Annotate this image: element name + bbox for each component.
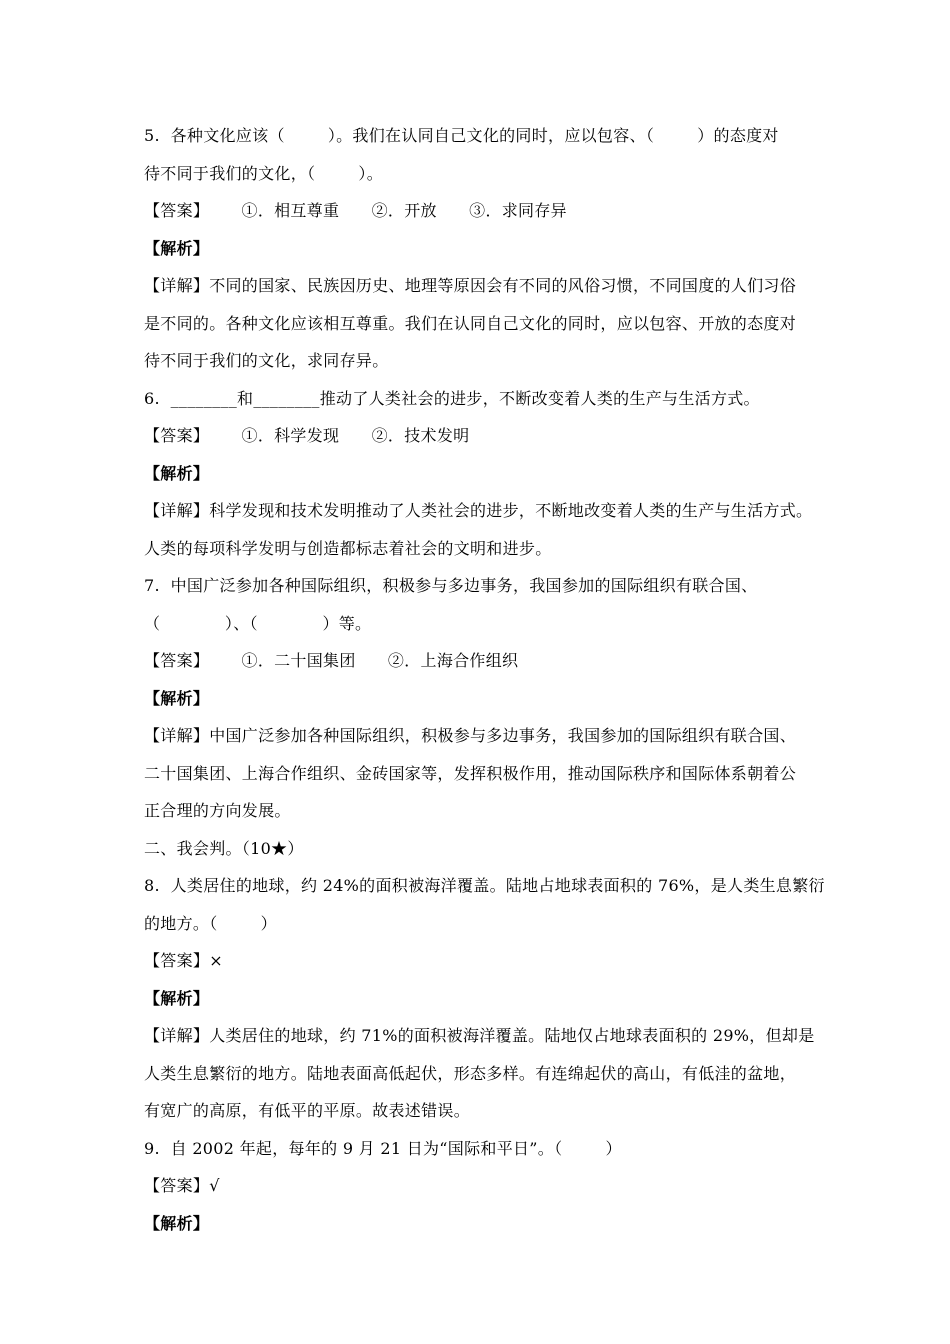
detail-line: 待不同于我们的文化，求同存异。	[144, 351, 389, 370]
detail-line: 人类的每项科学发明与创造都标志着社会的文明和进步。	[144, 538, 552, 558]
analysis-heading: 【解析】	[144, 988, 210, 1008]
detail-line: 人类生息繁衍的地方。陆地表面高低起伏，形态多样。有连绵起伏的高山，有低洼的盆地，	[144, 1063, 797, 1083]
answer-line: 【答案】 ①．相互尊重 ②．开放 ③．求同存异	[144, 201, 567, 220]
detail-line: 是不同的。各种文化应该相互尊重。我们在认同自己文化的同时，应以包容、开放的态度对	[144, 313, 797, 333]
question-line: （ ）、（ ）等。	[144, 613, 372, 633]
question-line: 5. 各种文化应该（ ）。我们在认同自己文化的同时，应以包容、（ ）的态度对	[144, 126, 779, 145]
detail-line: 【详解】不同的国家、民族因历史、地理等原因会有不同的风俗习惯，不同国度的人们习俗	[144, 276, 797, 295]
analysis-heading: 【解析】	[144, 1213, 210, 1233]
analysis-heading: 【解析】	[144, 688, 210, 708]
detail-line: 二十国集团、上海合作组织、金砖国家等，发挥积极作用，推动国际秩序和国际体系朝着公	[144, 763, 797, 783]
answer-line: 【答案】 ①．科学发现 ②．技术发明	[144, 426, 470, 445]
answer-line: 【答案】 ①．二十国集团 ②．上海合作组织	[144, 651, 519, 670]
document-body	[144, 117, 825, 1242]
question-line: 7. 中国广泛参加各种国际组织，积极参与多边事务，我国参加的国际组织有联合国、	[144, 576, 758, 595]
section-heading: 二、我会判。（10★）	[144, 838, 304, 858]
question-line: 9. 自 2002 年起，每年的 9 月 21 日为“国际和平日”。（ ）	[144, 1138, 622, 1158]
detail-line: 【详解】人类居住的地球，约 71%的面积被海洋覆盖。陆地仅占地球表面积的 29%，但却是	[144, 1026, 815, 1045]
answer-line: 【答案】×	[144, 951, 223, 970]
detail-line: 有宽广的高原，有低平的平原。故表述错误。	[144, 1101, 471, 1120]
detail-line: 正合理的方向发展。	[144, 801, 291, 820]
answer-line: 【答案】√	[144, 1176, 220, 1195]
question-line: 的地方。（ ）	[144, 913, 277, 933]
analysis-heading: 【解析】	[144, 238, 210, 258]
detail-line: 【详解】科学发现和技术发明推动了人类社会的进步，不断地改变着人类的生产与生活方式。	[144, 501, 813, 520]
question-line: 待不同于我们的文化，（ ）。	[144, 163, 383, 183]
detail-line: 【详解】中国广泛参加各种国际组织，积极参与多边事务，我国参加的国际组织有联合国、	[144, 726, 797, 745]
analysis-heading: 【解析】	[144, 463, 210, 483]
question-line: 8. 人类居住的地球，约 24%的面积被海洋覆盖。陆地占地球表面积的 76%，是人类生息繁衍	[144, 876, 825, 895]
question-line: 6. ________和________推动了人类社会的进步，不断改变着人类的生产与生活方式。	[144, 388, 760, 408]
